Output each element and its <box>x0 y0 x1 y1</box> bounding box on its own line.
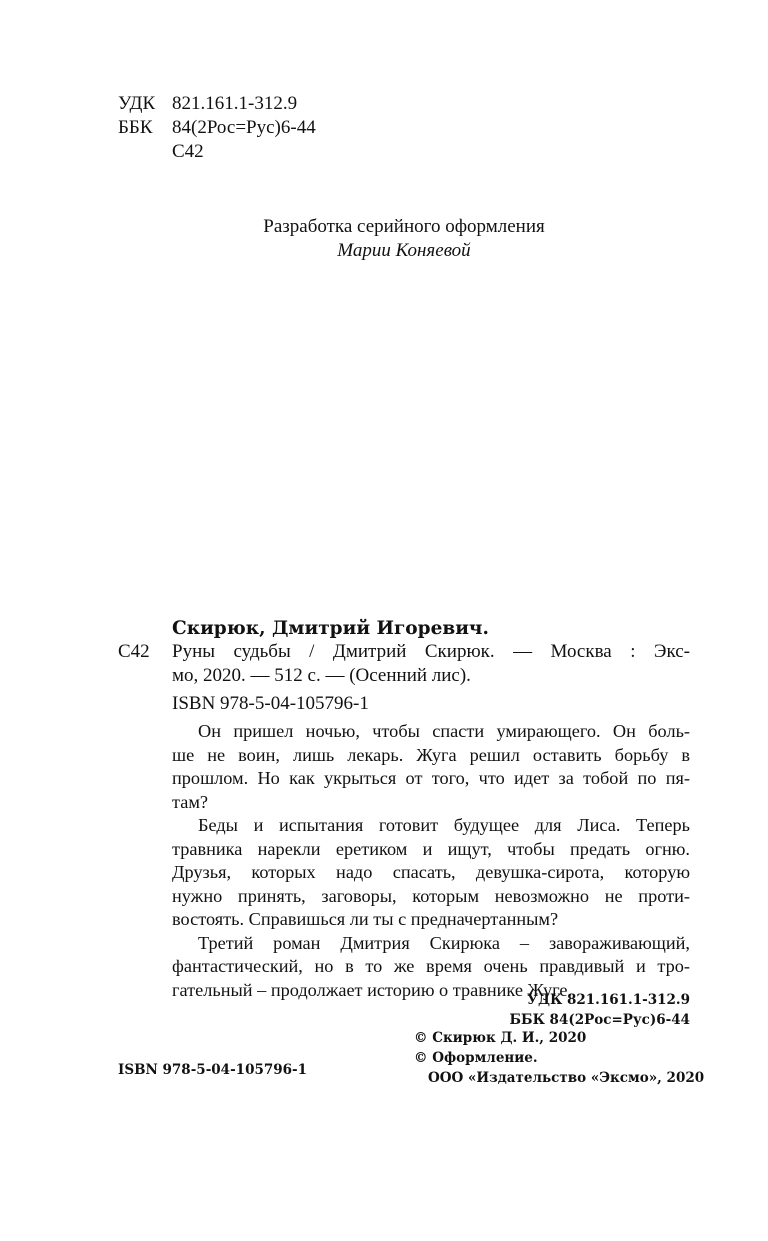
catalog-udk: УДК 821.161.1-312.9 <box>527 992 690 1008</box>
catalog-codes <box>510 990 691 1030</box>
annotation-line: гательный – продолжает историю о травнике Жуге. <box>172 979 573 1000</box>
bib-line: мо, 2020. — 512 с. — (Осенний лис). <box>172 665 471 686</box>
copyright-block <box>414 1028 704 1088</box>
series-design-line: Разработка серийного оформления <box>263 216 545 237</box>
annotation-line: Друзья, которых надо спасать, девушка-сирота, которую <box>172 862 690 882</box>
annotation-line: там? <box>172 791 209 812</box>
copyright-author: © Скирюк Д. И., 2020 <box>414 1030 587 1046</box>
annotation-line: травника нарекли еретиком и ищут, чтобы предать огню. <box>172 838 690 859</box>
bibliographic-description <box>172 640 690 688</box>
author-mark: С42 <box>172 141 204 162</box>
catalog-bbk: ББК 84(2Рос=Рус)6-44 <box>509 1012 690 1028</box>
author-mark-line <box>118 140 316 164</box>
annotation-line: востоять. Справишься ли ты с предначертанным? <box>172 909 559 929</box>
series-design-credit <box>0 215 768 263</box>
bbk-label: ББК <box>118 117 153 138</box>
annotation-line: Беды и испытания готовит будущее для Лиса. Теперь <box>198 815 690 835</box>
annotation-line: ше не воин, лишь лекарь. Жуга решил оставить борьбу в <box>172 744 690 765</box>
udk-line <box>118 92 316 116</box>
catalog-author: Скирюк, Дмитрий Игоревич. <box>172 618 489 639</box>
footer-isbn: ISBN 978-5-04-105796-1 <box>118 1062 308 1078</box>
bbk-value: 84(2Рос=Рус)6-44 <box>172 117 316 138</box>
bbk-line <box>118 116 316 140</box>
annotation-line: прошлом. Но как укрыться от того, что идет за тобой по пя- <box>172 768 690 788</box>
bib-line: Руны судьбы / Дмитрий Скирюк. — Москва : Экс- <box>172 641 690 662</box>
annotation-line: Третий роман Дмитрия Скирюка – завораживающий, <box>198 932 690 953</box>
annotation-line: Он пришел ночью, чтобы спасти умирающего. Он боль- <box>198 721 690 741</box>
copyright-design: © Оформление. <box>414 1050 538 1066</box>
annotation <box>172 720 690 1002</box>
publisher-line: ООО «Издательство «Эксмо», 2020 <box>428 1070 705 1086</box>
catalog-author-mark: С42 <box>118 641 150 662</box>
udk-value: 821.161.1-312.9 <box>172 93 298 114</box>
catalog-isbn: ISBN 978-5-04-105796-1 <box>172 693 369 714</box>
annotation-line: фантастический, но в то же время очень правдивый и тро- <box>172 956 690 976</box>
series-designer-name: Марии Коняевой <box>337 240 471 261</box>
classification-block <box>118 92 316 164</box>
annotation-line: нужно принять, заговоры, которым невозможно не проти- <box>172 885 690 906</box>
udk-label: УДК <box>118 93 156 114</box>
